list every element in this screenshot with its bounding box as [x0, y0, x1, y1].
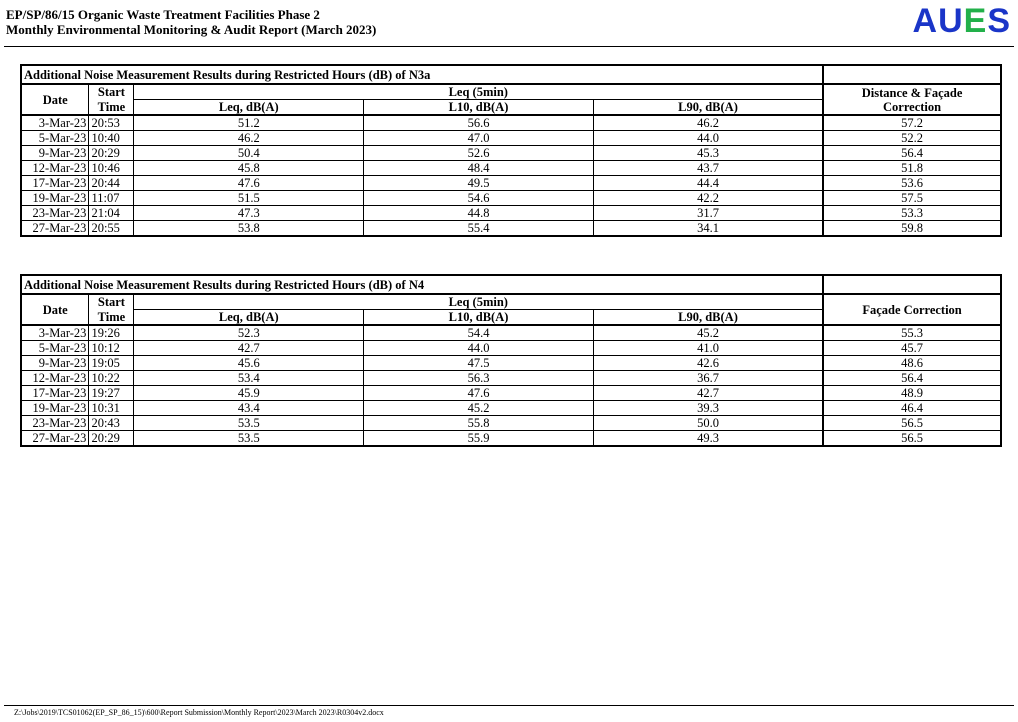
- cell-l10: 49.5: [364, 176, 594, 191]
- table-row: [21, 431, 1001, 447]
- header-correction: [823, 84, 1001, 115]
- cell-start-time: 20:55: [89, 221, 134, 237]
- table-row: [21, 401, 1001, 416]
- cell-date: 12-Mar-23: [21, 371, 89, 386]
- cell-correction: 56.5: [823, 431, 1001, 447]
- cell-start-time: 20:29: [89, 431, 134, 447]
- cell-leq: 51.5: [134, 191, 364, 206]
- cell-start-time: 10:40: [89, 131, 134, 146]
- cell-start-time: 20:43: [89, 416, 134, 431]
- table-row: [21, 146, 1001, 161]
- cell-date: 17-Mar-23: [21, 386, 89, 401]
- cell-l90: 46.2: [593, 115, 823, 131]
- cell-leq: 45.9: [134, 386, 364, 401]
- cell-l90: 42.2: [593, 191, 823, 206]
- cell-leq: 47.6: [134, 176, 364, 191]
- cell-l90: 44.4: [593, 176, 823, 191]
- cell-l10: 52.6: [364, 146, 594, 161]
- header-leq-group: Leq (5min): [134, 84, 823, 100]
- cell-l10: 48.4: [364, 161, 594, 176]
- table-row: [21, 131, 1001, 146]
- cell-date: 3-Mar-23: [21, 115, 89, 131]
- cell-l10: 47.0: [364, 131, 594, 146]
- footer-divider: [4, 705, 1014, 706]
- cell-date: 23-Mar-23: [21, 416, 89, 431]
- cell-l90: 43.7: [593, 161, 823, 176]
- cell-correction: 51.8: [823, 161, 1001, 176]
- cell-l10: 55.8: [364, 416, 594, 431]
- cell-date: 5-Mar-23: [21, 341, 89, 356]
- cell-date: 19-Mar-23: [21, 191, 89, 206]
- noise-table-n4: [20, 274, 1002, 447]
- cell-l10: 54.6: [364, 191, 594, 206]
- cell-leq: 53.5: [134, 431, 364, 447]
- cell-correction: 53.3: [823, 206, 1001, 221]
- header-l10: L10, dB(A): [364, 310, 594, 326]
- cell-date: 19-Mar-23: [21, 401, 89, 416]
- header-correction-line2: Correction: [883, 99, 942, 114]
- header-date: Date: [21, 84, 89, 115]
- report-title: EP/SP/86/15 Organic Waste Treatment Facilities Phase 2: [6, 7, 320, 22]
- cell-l90: 41.0: [593, 341, 823, 356]
- cell-date: 9-Mar-23: [21, 356, 89, 371]
- cell-l10: 56.6: [364, 115, 594, 131]
- cell-leq: 45.8: [134, 161, 364, 176]
- header-time: Time: [89, 310, 134, 326]
- cell-date: 3-Mar-23: [21, 325, 89, 341]
- cell-leq: 42.7: [134, 341, 364, 356]
- header-correction-line1: Distance & Façade: [861, 85, 963, 100]
- cell-correction: 45.7: [823, 341, 1001, 356]
- cell-correction: 59.8: [823, 221, 1001, 237]
- table-row: [21, 221, 1001, 237]
- footer-file-path: Z:\Jobs\2019\TCS01062(EP_SP_86_15)\600\Report Submission\Monthly Report\2023\March 2023\R0304v2.docx: [14, 708, 384, 717]
- cell-l90: 42.7: [593, 386, 823, 401]
- cell-start-time: 11:07: [89, 191, 134, 206]
- table-row: [21, 206, 1001, 221]
- cell-date: 27-Mar-23: [21, 221, 89, 237]
- table-row: [21, 356, 1001, 371]
- table-row: [21, 191, 1001, 206]
- cell-l90: 36.7: [593, 371, 823, 386]
- logo-letter: U: [938, 2, 964, 40]
- cell-l90: 45.2: [593, 325, 823, 341]
- table-row: [21, 115, 1001, 131]
- cell-l90: 39.3: [593, 401, 823, 416]
- table-row: [21, 371, 1001, 386]
- cell-correction: 48.9: [823, 386, 1001, 401]
- cell-date: 5-Mar-23: [21, 131, 89, 146]
- cell-leq: 53.5: [134, 416, 364, 431]
- cell-date: 12-Mar-23: [21, 161, 89, 176]
- cell-l90: 34.1: [593, 221, 823, 237]
- cell-start-time: 10:46: [89, 161, 134, 176]
- header-leq-group: Leq (5min): [134, 294, 823, 310]
- cell-date: 23-Mar-23: [21, 206, 89, 221]
- cell-start-time: 10:12: [89, 341, 134, 356]
- cell-l10: 55.4: [364, 221, 594, 237]
- cell-start-time: 10:31: [89, 401, 134, 416]
- header-start: Start: [89, 294, 134, 310]
- header-date: Date: [21, 294, 89, 325]
- cell-leq: 53.8: [134, 221, 364, 237]
- cell-leq: 53.4: [134, 371, 364, 386]
- header-l90: L90, dB(A): [593, 100, 823, 116]
- header-l10: L10, dB(A): [364, 100, 594, 116]
- cell-l90: 44.0: [593, 131, 823, 146]
- cell-l90: 49.3: [593, 431, 823, 447]
- logo-letter: A: [912, 2, 939, 40]
- cell-leq: 51.2: [134, 115, 364, 131]
- cell-l10: 47.5: [364, 356, 594, 371]
- cell-l10: 44.0: [364, 341, 594, 356]
- noise-table-n3a: [20, 64, 1002, 237]
- logo-letter: E: [963, 2, 988, 40]
- cell-leq: 47.3: [134, 206, 364, 221]
- cell-date: 17-Mar-23: [21, 176, 89, 191]
- cell-correction: 52.2: [823, 131, 1001, 146]
- header-l90: L90, dB(A): [593, 310, 823, 326]
- report-subtitle: Monthly Environmental Monitoring & Audit Report (March 2023): [6, 22, 377, 37]
- cell-correction: 55.3: [823, 325, 1001, 341]
- header-time: Time: [89, 100, 134, 116]
- cell-correction: 57.5: [823, 191, 1001, 206]
- cell-l10: 45.2: [364, 401, 594, 416]
- cell-start-time: 20:29: [89, 146, 134, 161]
- cell-l90: 31.7: [593, 206, 823, 221]
- table-title: Additional Noise Measurement Results during Restricted Hours (dB) of N3a: [21, 65, 823, 84]
- cell-l90: 42.6: [593, 356, 823, 371]
- header-correction-line1: Façade Correction: [862, 302, 962, 317]
- cell-start-time: 19:27: [89, 386, 134, 401]
- cell-l10: 44.8: [364, 206, 594, 221]
- table-row: [21, 341, 1001, 356]
- header-divider: [4, 46, 1014, 47]
- cell-correction: 56.4: [823, 371, 1001, 386]
- table-title-blank: [823, 275, 1001, 294]
- table-row: [21, 325, 1001, 341]
- cell-leq: 43.4: [134, 401, 364, 416]
- cell-l10: 55.9: [364, 431, 594, 447]
- report-header: [6, 7, 376, 37]
- logo-letter: S: [987, 2, 1011, 40]
- header-leq: Leq, dB(A): [134, 310, 364, 326]
- cell-l10: 54.4: [364, 325, 594, 341]
- table-row: [21, 161, 1001, 176]
- table-title-blank: [823, 65, 1001, 84]
- cell-date: 9-Mar-23: [21, 146, 89, 161]
- header-leq: Leq, dB(A): [134, 100, 364, 116]
- table-row: [21, 176, 1001, 191]
- cell-l10: 56.3: [364, 371, 594, 386]
- cell-l10: 47.6: [364, 386, 594, 401]
- cell-start-time: 21:04: [89, 206, 134, 221]
- cell-correction: 53.6: [823, 176, 1001, 191]
- cell-leq: 46.2: [134, 131, 364, 146]
- cell-leq: 50.4: [134, 146, 364, 161]
- cell-correction: 48.6: [823, 356, 1001, 371]
- cell-correction: 46.4: [823, 401, 1001, 416]
- cell-start-time: 20:44: [89, 176, 134, 191]
- cell-l90: 50.0: [593, 416, 823, 431]
- cell-correction: 56.4: [823, 146, 1001, 161]
- table-row: [21, 386, 1001, 401]
- header-start: Start: [89, 84, 134, 100]
- table-title: Additional Noise Measurement Results during Restricted Hours (dB) of N4: [21, 275, 823, 294]
- cell-start-time: 19:05: [89, 356, 134, 371]
- cell-correction: 57.2: [823, 115, 1001, 131]
- table-row: [21, 416, 1001, 431]
- header-correction: [823, 294, 1001, 325]
- cell-date: 27-Mar-23: [21, 431, 89, 447]
- cell-start-time: 19:26: [89, 325, 134, 341]
- cell-leq: 52.3: [134, 325, 364, 341]
- cell-leq: 45.6: [134, 356, 364, 371]
- cell-start-time: 20:53: [89, 115, 134, 131]
- cell-start-time: 10:22: [89, 371, 134, 386]
- aues-logo: [913, 1, 1012, 41]
- cell-l90: 45.3: [593, 146, 823, 161]
- cell-correction: 56.5: [823, 416, 1001, 431]
